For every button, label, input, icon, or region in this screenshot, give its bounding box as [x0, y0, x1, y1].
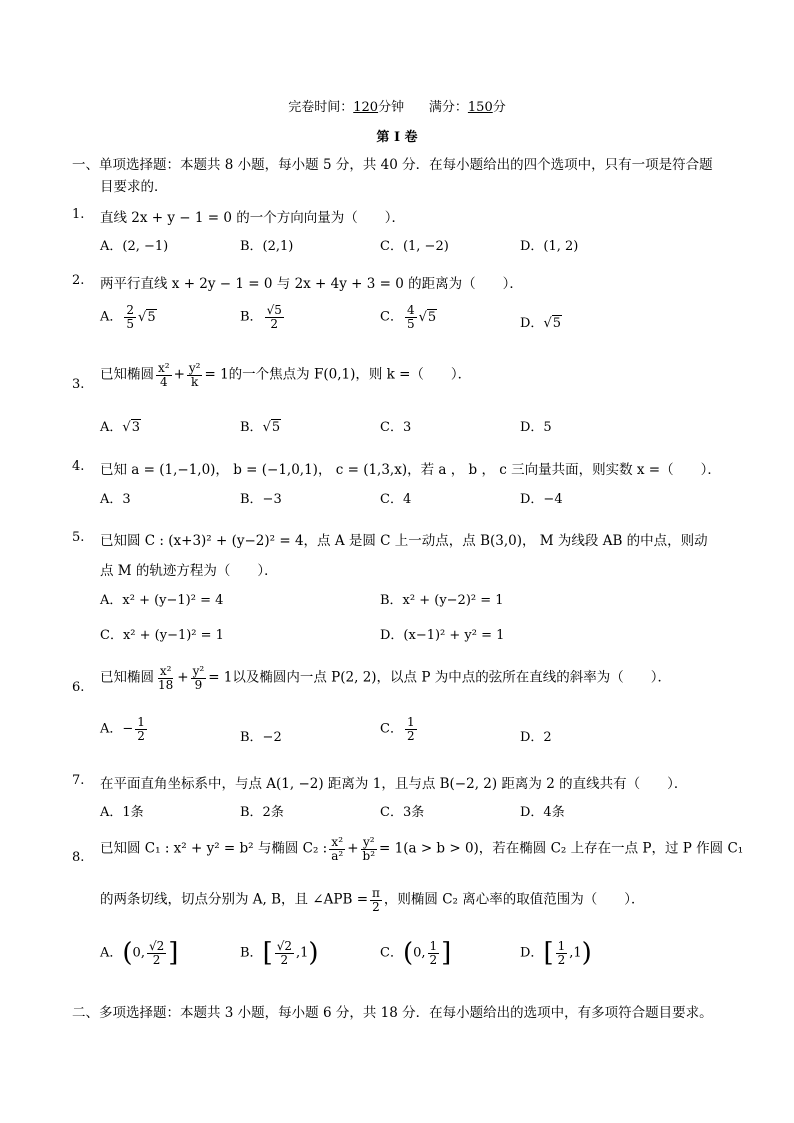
q8-option-b-label: B．: [240, 945, 263, 961]
score-unit: 分: [492, 100, 506, 115]
q1-text: 直线 2x + y − 1 = 0 的一个方向向量为（ ）．: [100, 210, 406, 226]
q8-option-a-label: A．: [100, 945, 123, 961]
q4-option-c: C．4: [380, 492, 412, 507]
q3-option-a-label: A．: [100, 420, 123, 435]
q6-option-b: B．−2: [240, 730, 282, 745]
q8-option-c: C．(0, $\frac{1}{2}$ ]: [380, 938, 452, 968]
q4-number: 4.: [72, 459, 85, 474]
q1-option-b: B．(2,1): [240, 239, 294, 254]
exam-header: [0, 96, 794, 115]
q8-line-2: 的两条切线，切点分别为 A, B，且 ∠APB = $\frac{\pi}{2}$ ，则椭圆 C₂ 离心率的取值范围为（ ）．: [100, 886, 645, 914]
q3-number: 3.: [72, 377, 85, 392]
q8-line-1a: 已知圆 C₁ : x² + y² = b² 与椭圆 C₂ :: [100, 840, 328, 857]
q2-option-b-label: B．: [240, 309, 263, 325]
q5-option-b: B．x² + (y−2)² = 1: [380, 593, 504, 608]
q8-option-c-label: C．: [380, 945, 403, 961]
time-label: 完卷时间：: [288, 100, 354, 115]
q8-line-2a: 的两条切线，切点分别为 A, B，且 ∠APB =: [100, 891, 369, 908]
q3-option-c: C．3: [380, 420, 412, 435]
q5-option-c: C．x² + (y−1)² = 1: [100, 628, 224, 643]
q5-option-a: A．x² + (y−1)² = 4: [100, 593, 224, 608]
section-1-line-1: 一、单项选择题：本题共 8 小题，每小题 5 分，共 40 分．在每小题给出的四个选项中，只有一项是符合题: [72, 157, 713, 173]
q2-option-b: B． $\frac{√5}{2}$: [240, 303, 282, 331]
q8-line-1b: = 1(a > b > 0)，若在椭圆 C₂ 上存在一点 P，过 P 作圆 C₁: [379, 840, 744, 857]
q7-option-a: A．1条: [100, 805, 144, 820]
q6-number: 6.: [72, 680, 85, 695]
q7-option-b: B．2条: [240, 805, 284, 820]
q3-option-b: B．√5: [240, 420, 281, 435]
q6-option-c-label: C．: [380, 721, 403, 737]
q8-line-2b: ，则椭圆 C₂ 离心率的取值范围为（ ）．: [383, 891, 645, 908]
q6-option-d: D．2: [520, 730, 552, 745]
section-2-line-1: 二、多项选择题：本题共 3 小题，每小题 6 分，共 18 分．在每小题给出的选项中，有多项符合题目要求。: [72, 1005, 713, 1021]
q4-option-b: B．−3: [240, 492, 282, 507]
q8-option-d: D．[ $\frac{1}{2}$ ,1): [520, 938, 592, 968]
q2-option-a-label: A．: [100, 309, 123, 325]
q8-number: 8.: [72, 850, 85, 865]
section-1-line-2: 目要求的．: [100, 179, 168, 195]
q1-option-c: C．(1, −2): [380, 239, 449, 254]
q3-text-pre: 已知椭圆: [100, 366, 154, 383]
q6-option-a-label: A．−: [100, 721, 134, 737]
q3-text-post: = 1的一个焦点为 F(0,1)，则 k =（ ）．: [204, 366, 472, 383]
q7-number: 7.: [72, 773, 85, 788]
q2-option-c: C． $\frac{4}{5}$ √5: [380, 303, 437, 331]
q5-line-1: 已知圆 C : (x+3)² + (y−2)² = 4，点 A 是圆 C 上一动点，点 B(3,0)， M 为线段 AB 的中点，则动: [100, 533, 708, 549]
q7-text: 在平面直角坐标系中，与点 A(1, −2) 距离为 1，且与点 B(−2, 2) 距离为 2 的直线共有（ ）．: [100, 776, 688, 792]
time-unit: 分钟: [378, 100, 405, 115]
q5-line-2: 点 M 的轨迹方程为（ ）．: [100, 563, 278, 579]
q2-option-c-label: C．: [380, 309, 403, 325]
q3-option-b-label: B．: [240, 420, 263, 435]
q6-text-pre: 已知椭圆: [100, 669, 154, 686]
q2-text: 两平行直线 x + 2y − 1 = 0 与 2x + 4y + 3 = 0 的距离为（ ）．: [100, 276, 523, 292]
q3-option-d: D．5: [520, 420, 552, 435]
score-label: 满分：: [428, 100, 468, 115]
q5-number: 5.: [72, 530, 85, 545]
q3-option-a: A．√3: [100, 420, 140, 435]
q2-number: 2.: [72, 273, 85, 288]
q3-text: 已知椭圆 $\frac{\text{x²}}{4}$ + $\frac{\text{y²}}{k}$ = 1的一个焦点为 F(0,1)，则 k =（ ）．: [100, 361, 472, 389]
q4-option-a: A．3: [100, 492, 131, 507]
q7-option-d: D．4条: [520, 805, 565, 820]
q8-line-1: 已知圆 C₁ : x² + y² = b² 与椭圆 C₂ : $\frac{\text{x²}}{\text{a²}}$ + $\frac{\text{y²}}{\text{b²}}$ = 1(a > b > 0)，若在椭圆 C₂ 上存在一点 P，过 P 作圆 C₁: [100, 835, 744, 863]
q4-text: 已知 a = (1,−1,0)， b = (−1,0,1)， c = (1,3,x)，若 a ， b ， c 三向量共面，则实数 x =（ ）．: [100, 462, 721, 478]
q8-option-b: B．[ $\frac{√2}{2}$ ,1): [240, 938, 319, 968]
q7-option-c: C．3条: [380, 805, 425, 820]
q6-option-c: C． $\frac{1}{2}$: [380, 715, 415, 743]
q8-option-a: A．(0, $\frac{√2}{2}$ ]: [100, 938, 179, 968]
time-value: 120: [353, 100, 379, 115]
score-value: 150: [467, 100, 493, 115]
q1-option-d: D．(1, 2): [520, 239, 579, 254]
q6-text-post: = 1以及椭圆内一点 P(2, 2)，以点 P 为中点的弦所在直线的斜率为（ ）．: [208, 669, 671, 686]
q1-number: 1.: [72, 207, 85, 222]
q2-option-a: A． $\frac{2}{5}$ √5: [100, 303, 156, 331]
q1-option-a: A．(2, −1): [100, 239, 169, 254]
q4-option-d: D．−4: [520, 492, 563, 507]
q6-option-a: A．− $\frac{1}{2}$: [100, 715, 145, 743]
q2-option-d: D．√5: [520, 316, 562, 331]
q2-option-d-label: D．: [520, 316, 544, 331]
q5-option-d: D．(x−1)² + y² = 1: [380, 628, 505, 643]
volume-title: 第 I 卷: [376, 130, 418, 145]
q8-option-d-label: D．: [520, 945, 544, 961]
q6-text: 已知椭圆 $\frac{\text{x²}}{18}$ + $\frac{\text{y²}}{9}$ = 1以及椭圆内一点 P(2, 2)，以点 P 为中点的弦所在直线的斜率为（ ）．: [100, 664, 671, 692]
